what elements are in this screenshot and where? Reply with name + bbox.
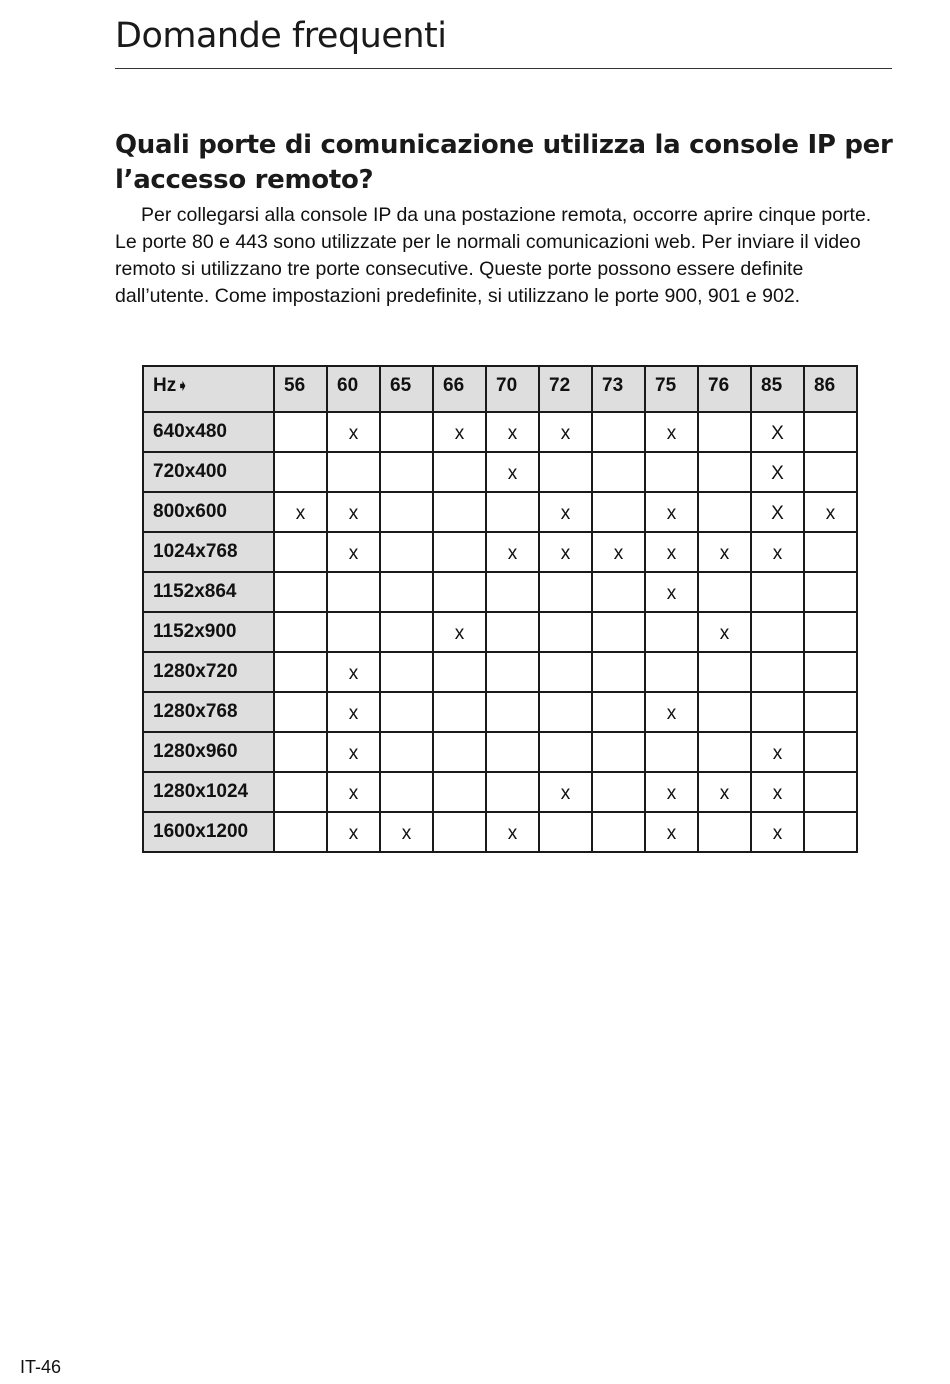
table-cell xyxy=(274,772,327,812)
table-cell xyxy=(327,572,380,612)
table-cell: x xyxy=(327,412,380,452)
table-cell xyxy=(592,492,645,532)
table-cell xyxy=(433,692,486,732)
row-label-resolution: 640x480 xyxy=(143,412,274,452)
table-cell xyxy=(698,492,751,532)
table-cell xyxy=(645,612,698,652)
table-cell: x xyxy=(645,492,698,532)
table-cell xyxy=(804,692,857,732)
table-cell: x xyxy=(645,692,698,732)
table-cell xyxy=(433,652,486,692)
table-cell: x xyxy=(645,412,698,452)
table-cell xyxy=(433,812,486,852)
table-cell: x xyxy=(327,772,380,812)
arrow-right-icon: ➧ xyxy=(177,378,189,393)
table-cell xyxy=(751,612,804,652)
column-header-hz: 72 xyxy=(539,366,592,412)
row-label-resolution: 1152x900 xyxy=(143,612,274,652)
table-cell xyxy=(433,772,486,812)
table-cell: x xyxy=(592,532,645,572)
row-label-resolution: 1280x960 xyxy=(143,732,274,772)
table-cell: x xyxy=(751,812,804,852)
table-cell: x xyxy=(486,412,539,452)
table-cell xyxy=(274,692,327,732)
table-cell: X xyxy=(751,492,804,532)
table-cell xyxy=(698,812,751,852)
table-cell xyxy=(486,652,539,692)
table-cell: x xyxy=(539,412,592,452)
table-cell xyxy=(804,732,857,772)
table-cell xyxy=(380,612,433,652)
table-cell xyxy=(486,612,539,652)
table-cell xyxy=(804,452,857,492)
table-cell: x xyxy=(327,732,380,772)
table-cell: x xyxy=(486,452,539,492)
table-cell xyxy=(539,572,592,612)
table-cell: x xyxy=(645,572,698,612)
table-cell: X xyxy=(751,452,804,492)
table-cell: x xyxy=(486,812,539,852)
table-cell xyxy=(327,612,380,652)
row-label-resolution: 720x400 xyxy=(143,452,274,492)
table-cell xyxy=(698,412,751,452)
table-cell: x xyxy=(327,812,380,852)
table-cell xyxy=(274,732,327,772)
table-cell xyxy=(804,532,857,572)
table-cell xyxy=(380,532,433,572)
table-cell: x xyxy=(804,492,857,532)
table-cell xyxy=(804,412,857,452)
table-cell xyxy=(592,612,645,652)
page-title: Domande frequenti xyxy=(115,16,447,56)
table-cell: x xyxy=(327,692,380,732)
table-row xyxy=(143,772,857,812)
column-header-hz: 65 xyxy=(380,366,433,412)
table-cell: x xyxy=(486,532,539,572)
table-cell xyxy=(645,452,698,492)
table-row xyxy=(143,692,857,732)
row-label-resolution: 1280x720 xyxy=(143,652,274,692)
table-cell xyxy=(698,732,751,772)
column-header-hz: 60 xyxy=(327,366,380,412)
table-cell xyxy=(539,612,592,652)
row-label-resolution: 1280x1024 xyxy=(143,772,274,812)
row-label-resolution: 1600x1200 xyxy=(143,812,274,852)
table-cell xyxy=(539,692,592,732)
table-cell xyxy=(539,812,592,852)
table-cell xyxy=(592,732,645,772)
table-cell: x xyxy=(645,772,698,812)
table-cell xyxy=(698,452,751,492)
table-corner-cell xyxy=(143,366,274,412)
column-header-hz: 86 xyxy=(804,366,857,412)
table-row xyxy=(143,612,857,652)
table-cell xyxy=(751,692,804,732)
table-cell xyxy=(433,492,486,532)
table-cell xyxy=(804,612,857,652)
row-label-resolution: 800x600 xyxy=(143,492,274,532)
table-cell xyxy=(804,812,857,852)
table-row xyxy=(143,412,857,452)
table-cell: x xyxy=(380,812,433,852)
table-row xyxy=(143,492,857,532)
column-header-hz: 70 xyxy=(486,366,539,412)
table-row xyxy=(143,732,857,772)
table-header-row xyxy=(143,366,857,412)
table-cell: x xyxy=(751,732,804,772)
table-row xyxy=(143,812,857,852)
table-cell xyxy=(592,692,645,732)
table-cell xyxy=(804,572,857,612)
table-cell xyxy=(433,532,486,572)
column-header-hz: 75 xyxy=(645,366,698,412)
section-heading: Quali porte di comunicazione utilizza la console IP per l’accesso remoto? xyxy=(115,130,893,195)
table-cell xyxy=(433,732,486,772)
table-cell xyxy=(592,452,645,492)
table-cell xyxy=(804,652,857,692)
table-cell: x xyxy=(645,812,698,852)
table-cell xyxy=(698,652,751,692)
resolution-refresh-table xyxy=(142,365,858,853)
table-cell xyxy=(592,812,645,852)
table-cell: x xyxy=(327,532,380,572)
table-cell xyxy=(592,572,645,612)
table-cell xyxy=(486,692,539,732)
body-paragraph: Per collegarsi alla console IP da una postazione remota, occorre aprire cinque porte. Le porte 80 e 443 sono utilizzate per le normali comunicazioni web. Per inviare il video remoto si utilizzano tre porte consecutive. Queste porte possono essere definite dall’utente. Come impostazioni predefinite, si utilizzano le porte 900, 901 e 902. xyxy=(115,204,872,307)
column-header-hz: 56 xyxy=(274,366,327,412)
table-cell xyxy=(380,412,433,452)
row-label-resolution: 1152x864 xyxy=(143,572,274,612)
table-cell xyxy=(804,772,857,812)
table-cell xyxy=(486,492,539,532)
table-row xyxy=(143,652,857,692)
table-cell xyxy=(539,452,592,492)
hz-label: Hz xyxy=(153,375,177,396)
table-cell xyxy=(380,772,433,812)
table-cell: x xyxy=(539,492,592,532)
table-cell xyxy=(380,692,433,732)
table-cell xyxy=(274,452,327,492)
table-cell xyxy=(274,652,327,692)
table-cell xyxy=(486,732,539,772)
table-cell xyxy=(433,452,486,492)
table-cell: x xyxy=(433,412,486,452)
table-cell xyxy=(380,652,433,692)
table-cell: x xyxy=(698,612,751,652)
table-cell xyxy=(592,652,645,692)
table-cell xyxy=(380,572,433,612)
column-header-hz: 85 xyxy=(751,366,804,412)
table-cell xyxy=(592,772,645,812)
table-cell: x xyxy=(539,772,592,812)
table-cell xyxy=(380,492,433,532)
table-row xyxy=(143,572,857,612)
table-cell: x xyxy=(433,612,486,652)
table-cell: x xyxy=(539,532,592,572)
table-cell: x xyxy=(751,532,804,572)
table-cell xyxy=(698,692,751,732)
table-cell: x xyxy=(751,772,804,812)
table-cell: x xyxy=(645,532,698,572)
table-cell xyxy=(751,572,804,612)
table-cell xyxy=(274,532,327,572)
row-label-resolution: 1024x768 xyxy=(143,532,274,572)
table-cell xyxy=(433,572,486,612)
column-header-hz: 76 xyxy=(698,366,751,412)
table-cell xyxy=(327,452,380,492)
table-cell: x xyxy=(698,532,751,572)
table-cell: x xyxy=(274,492,327,532)
table-cell xyxy=(486,572,539,612)
table-cell xyxy=(539,652,592,692)
table-cell xyxy=(486,772,539,812)
table-cell: x xyxy=(327,492,380,532)
table-cell xyxy=(274,612,327,652)
table-cell: X xyxy=(751,412,804,452)
table-cell xyxy=(645,652,698,692)
page-number: IT-46 xyxy=(20,1357,62,1377)
table-cell xyxy=(274,412,327,452)
table-cell: x xyxy=(327,652,380,692)
table-cell xyxy=(592,412,645,452)
table-cell xyxy=(751,652,804,692)
row-label-resolution: 1280x768 xyxy=(143,692,274,732)
table-cell xyxy=(274,812,327,852)
table-cell xyxy=(539,732,592,772)
table-cell: x xyxy=(698,772,751,812)
table-row xyxy=(143,532,857,572)
table-body xyxy=(143,412,857,852)
table-cell xyxy=(645,732,698,772)
table-cell xyxy=(380,452,433,492)
table-cell xyxy=(380,732,433,772)
table-cell xyxy=(698,572,751,612)
column-header-hz: 66 xyxy=(433,366,486,412)
column-header-hz: 73 xyxy=(592,366,645,412)
page-header xyxy=(115,10,892,69)
table-row xyxy=(143,452,857,492)
table-cell xyxy=(274,572,327,612)
